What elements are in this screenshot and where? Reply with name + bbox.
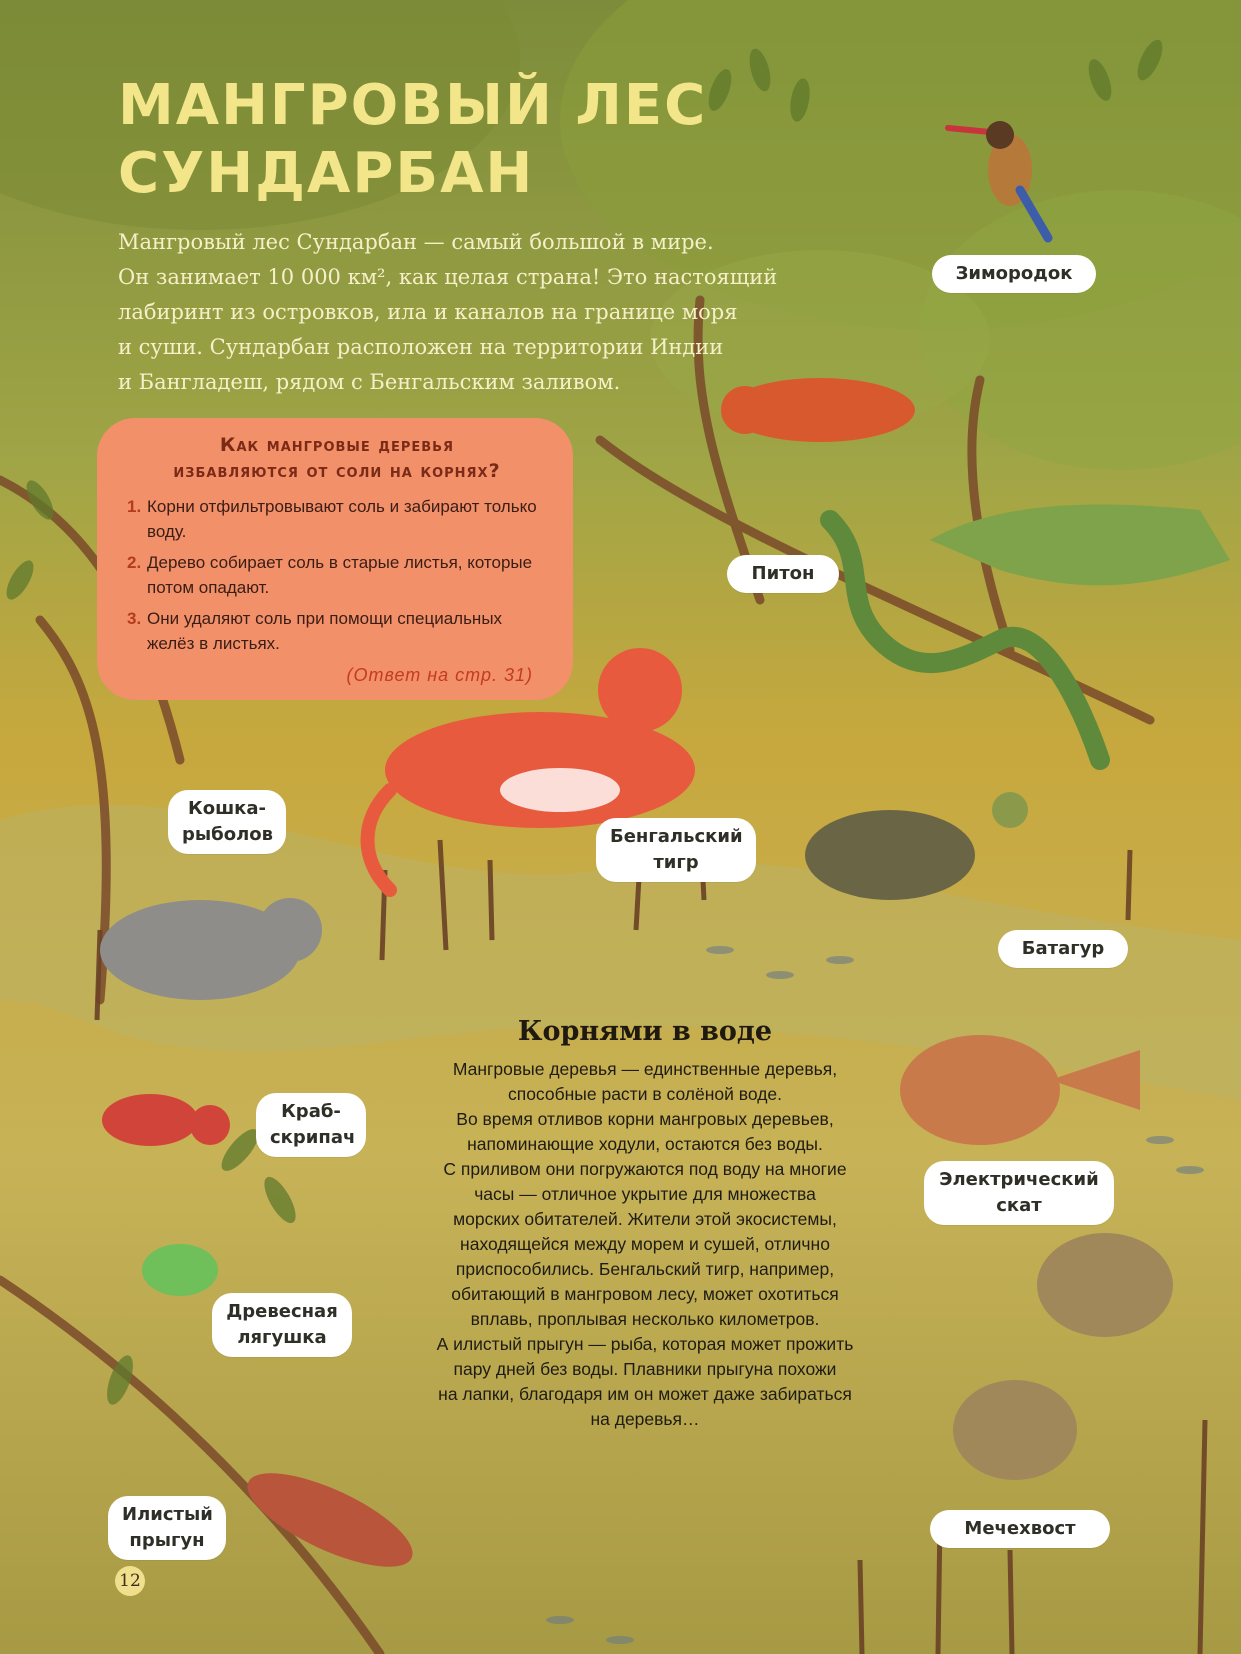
section-line: С приливом они погружаются под воду на многие <box>443 1159 847 1179</box>
section-line: морских обитателей. Жители этой экосистемы, <box>453 1209 837 1229</box>
section-line: приспособились. Бенгальский тигр, например, <box>455 1259 835 1279</box>
question-heading-line: избавляются от соли на корнях? <box>173 460 501 482</box>
list-text: Корни отфильтровывают соль и забирают только воду. <box>147 497 537 541</box>
intro-line: Мангровый лес Сундарбан — самый большой в мире. <box>118 230 714 254</box>
question-heading-line: Как мангровые деревья <box>219 434 455 456</box>
question-heading <box>127 432 547 484</box>
list-number: 3. <box>127 609 142 628</box>
section-line: пару дней без воды. Плавники прыгуна похожи <box>453 1359 837 1379</box>
list-text: Дерево собирает соль в старые листья, которые потом опадают. <box>147 553 533 597</box>
roots-section <box>395 1016 895 1432</box>
section-line: А илистый прыгун — рыба, которая может прожить <box>436 1334 854 1354</box>
section-line: напоминающие ходули, остаются без воды. <box>467 1134 823 1154</box>
section-line: Мангровые деревья — единственные деревья, <box>452 1059 838 1079</box>
label-electric-ray: Электрический скат <box>924 1161 1114 1225</box>
frog-icon <box>142 1244 218 1296</box>
label-python: Питон <box>727 555 839 593</box>
list-number: 1. <box>127 497 142 516</box>
section-line: способные расти в солёной воде. <box>507 1084 783 1104</box>
label-fishing-cat: Кошка-рыболов <box>168 790 286 854</box>
answer-reference: (Ответ на стр. 31) <box>346 665 533 685</box>
list-text: Они удаляют соль при помощи специальных желёз в листьях. <box>147 609 503 653</box>
intro-line: и суши. Сундарбан расположен на территории Индии <box>118 335 724 359</box>
list-item <box>127 494 547 544</box>
section-line: часы — отличное укрытие для множества <box>474 1184 816 1204</box>
section-line: на деревья… <box>590 1409 700 1429</box>
intro-paragraph <box>118 225 838 400</box>
label-horseshoe-crab: Мечехвост <box>930 1510 1110 1548</box>
intro-line: и Бангладеш, рядом с Бенгальским заливом. <box>118 370 621 394</box>
intro-line: Он занимает 10 000 км², как целая страна! Это настоящий <box>118 265 778 289</box>
list-number: 2. <box>127 553 142 572</box>
label-kingfisher: Зимородок <box>932 255 1096 293</box>
section-heading: Корнями в воде <box>517 1016 773 1047</box>
section-line: Во время отливов корни мангровых деревьев, <box>456 1109 834 1129</box>
label-mudskipper: Илистый прыгун <box>108 1496 226 1560</box>
page-title: МАНГРОВЫЙ ЛЕС СУНДАРБАН <box>118 73 708 206</box>
label-bengal-tiger: Бенгальский тигр <box>596 818 756 882</box>
intro-line: лабиринт из островков, ила и каналов на границе моря <box>118 300 738 324</box>
label-batagur: Батагур <box>998 930 1128 968</box>
label-tree-frog: Древесная лягушка <box>212 1293 352 1357</box>
list-item <box>127 606 547 656</box>
section-line: обитающий в мангровом лесу, может охотиться <box>451 1284 839 1304</box>
question-box <box>97 418 573 700</box>
list-item <box>127 550 547 600</box>
section-line: вплавь, проплывая несколько километров. <box>470 1309 820 1329</box>
section-line: находящейся между морем и сушей, отлично <box>460 1234 830 1254</box>
page-number: 12 <box>115 1566 145 1596</box>
label-fiddler-crab: Краб-скрипач <box>256 1093 366 1157</box>
section-line: на лапки, благодаря им он может даже забираться <box>438 1384 852 1404</box>
question-list <box>127 494 547 656</box>
